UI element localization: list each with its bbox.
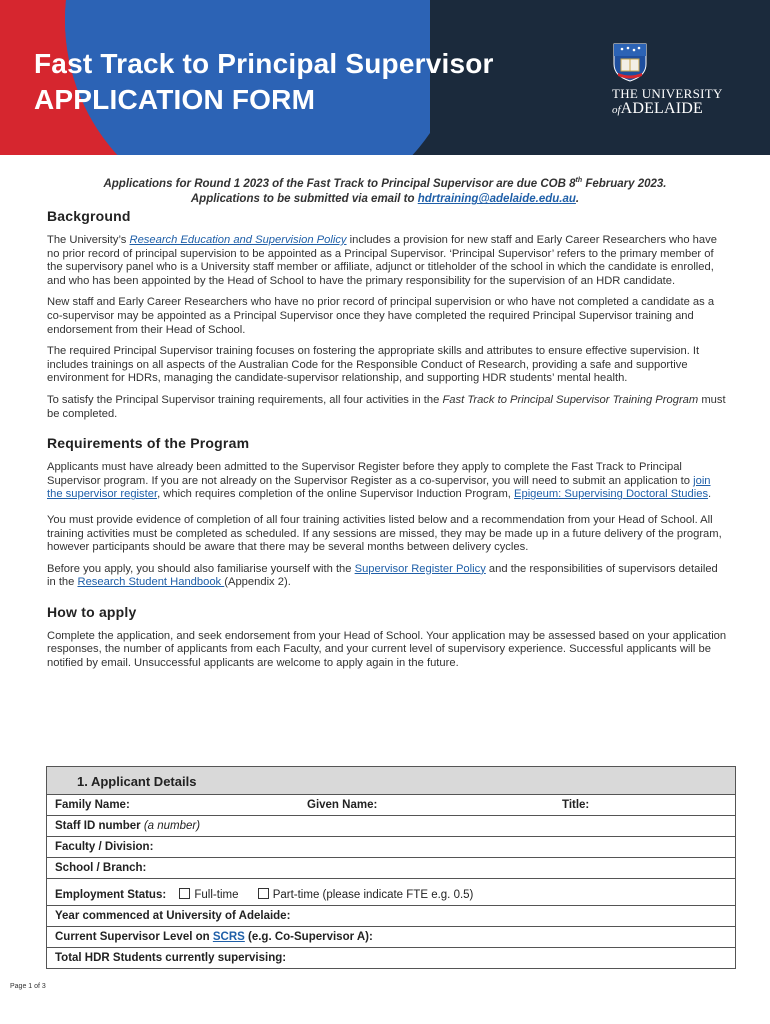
school-row[interactable]: School / Branch: (47, 857, 735, 878)
handbook-link[interactable]: Research Student Handbook (77, 576, 225, 589)
year-commenced-row[interactable]: Year commenced at University of Adelaide: (47, 905, 735, 926)
logo-text-line2: ofADELAIDE (612, 100, 704, 117)
background-heading: Background (47, 208, 131, 224)
total-hdr-row[interactable]: Total HDR Students currently supervising: (47, 947, 735, 968)
given-name-label: Given Name: (307, 799, 378, 811)
policy-link[interactable]: Research Education and Supervision Policy (129, 234, 347, 246)
logo-text-line1: THE UNIVERSITY (612, 86, 723, 101)
epigeum-link[interactable]: Epigeum: Supervising Doctoral Studies (514, 488, 709, 501)
form-title-line1: Fast Track to Principal Supervisor (34, 48, 494, 79)
crest-icon (612, 42, 648, 82)
requirements-paragraph-3: Before you apply, you should also familiarise yourself with the Supervisor Register Policy and the responsibilities of supervisors detailed in the Research Student Handbook (Appendix 2). (47, 562, 718, 589)
requirements-heading: Requirements of the Program (47, 435, 250, 452)
main-content (47, 208, 727, 679)
applicant-details-table (46, 766, 736, 969)
requirements-paragraph-2: You must provide evidence of completion of all four training activities listed below and a recommendation from your Head of School. All training activities must be completed as scheduled. If any sessions are missed, they may be made up in a future delivery of the program, however participants should be aware that there may be several months between delivery cycles. (47, 513, 722, 554)
join-register-link[interactable]: join the supervisor register (47, 474, 711, 501)
part-time-checkbox[interactable] (258, 888, 269, 899)
staff-id-row[interactable]: Staff ID number (a number) (47, 815, 735, 836)
intro-notice: Applications for Round 1 2023 of the Fast Track to Principal Supervisor are due COB 8th February 2023. Applications to be submitted via email to hdrtraining@adelaide.edu.au. (103, 177, 667, 206)
full-time-label: Full-time (194, 889, 239, 901)
background-paragraph-1: The University’s Research Education and Supervision Policy includes a provision for new staff and Early Career Researchers who have no prior record of principal supervision to be appointed as a Principal Supervisor. ‘Principal Supervisor’ refers to the primary member of the supervisory panel who is a University staff member or affiliate, adjunct or titleholder of the school in which the candidate is enrolled, and who has been appointed by the Head of School to have the primary responsibility for the supervision of an HDR candidate. (47, 234, 717, 287)
form-title-line2: APPLICATION FORM (34, 84, 316, 115)
supervisor-level-row[interactable]: Current Supervisor Level on SCRS (e.g. Co-Supervisor A): (47, 926, 735, 947)
name-row[interactable] (47, 794, 735, 815)
faculty-row[interactable]: Faculty / Division: (47, 836, 735, 857)
section-title: 1. Applicant Details (47, 767, 735, 794)
title-label: Title: (562, 799, 590, 811)
page-number: Page 1 of 3 (10, 983, 46, 990)
page-header (0, 0, 770, 155)
requirements-paragraph-1: Applicants must have already been admitted to the Supervisor Register before they apply to complete the Fast Track to Principal Supervisor program. If you are not already on the Supervisor Register as a co-supervisor, you will need to submit an application to join the supervisor register, which requires completion of the online Supervisor Induction Program, Epigeum: Supervising Doctoral Studies. (47, 461, 712, 501)
family-name-label: Family Name: (55, 799, 130, 811)
employment-status-row: Employment Status: Full-time Part-time (please indicate FTE e.g. 0.5) (47, 878, 735, 905)
background-paragraph-4: To satisfy the Principal Supervisor training requirements, all four activities in the Fast Track to Principal Supervisor Training Program must be completed. (47, 393, 726, 420)
email-link[interactable]: hdrtraining@adelaide.edu.au (417, 193, 576, 206)
background-paragraph-3: The required Principal Supervisor training focuses on fostering the appropriate skills and attributes to ensure effective supervision. It includes trainings on all aspects of the Australian Code for the Responsible Conduct of Research, providing a safe and supportive environment for HDRs, managing the candidate-supervisor relationship, and supporting HDR students’ mental health. (47, 345, 700, 385)
how-to-apply-paragraph: Complete the application, and seek endorsement from your Head of School. Your application may be assessed based on your application responses, the number of applicants from each Faculty, and your current level of supervisory experience. Successful applicants will be notified by email. Unsuccessful applicants are welcome to apply again in the future. (47, 629, 727, 670)
background-paragraph-2: New staff and Early Career Researchers who have no prior record of principal supervision or who have not completed a candidate as a co-supervisor may be appointed as a Principal Supervisor once they have completed the required Principal Supervisor training and endorsement from their Head of School. (47, 296, 715, 336)
register-policy-link[interactable]: Supervisor Register Policy (354, 562, 486, 575)
part-time-label: Part-time (please indicate FTE e.g. 0.5) (272, 889, 474, 901)
scrs-link[interactable]: SCRS (212, 931, 245, 943)
how-to-apply-heading: How to apply (47, 603, 137, 620)
full-time-checkbox[interactable] (179, 888, 190, 899)
